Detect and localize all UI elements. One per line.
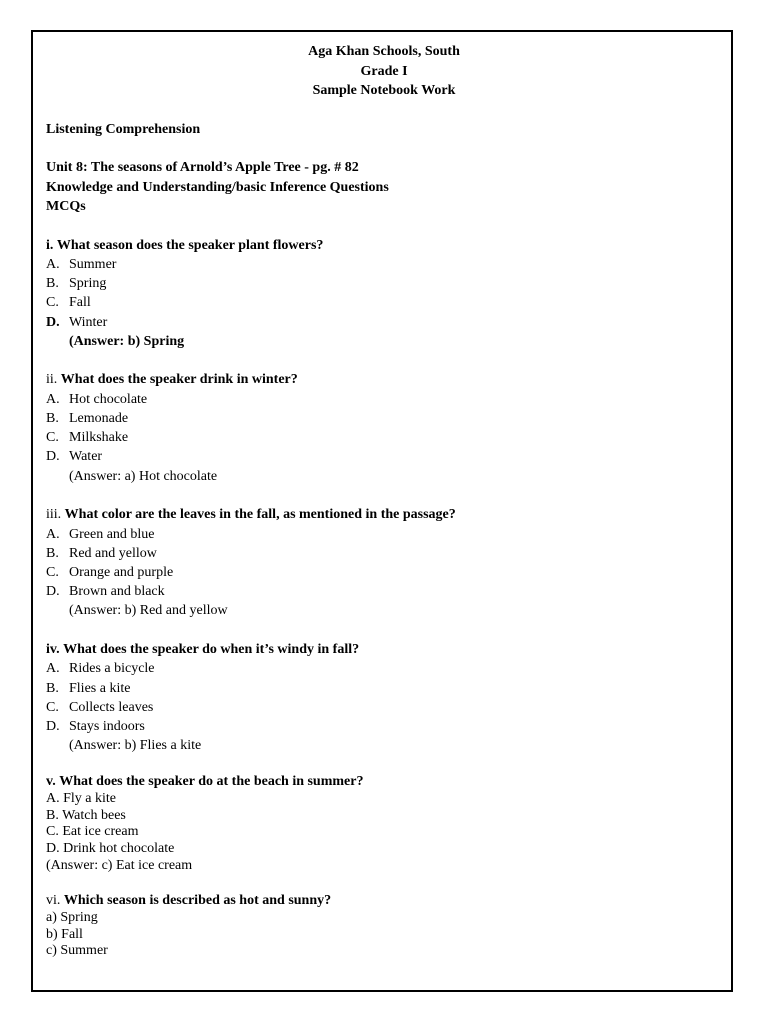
question-number: iv. bbox=[46, 641, 60, 657]
option: a) Spring bbox=[46, 909, 98, 925]
question-5 bbox=[46, 773, 726, 875]
question-prompt bbox=[46, 236, 726, 256]
option: A. Fly a kite bbox=[46, 790, 116, 806]
document-header bbox=[46, 42, 722, 101]
question-number: iii. bbox=[46, 507, 62, 523]
option bbox=[46, 525, 726, 544]
option-text: Collects leaves bbox=[69, 699, 154, 715]
option-text: Summer bbox=[69, 257, 117, 272]
document-body bbox=[46, 42, 726, 960]
option: b) Fall bbox=[46, 926, 83, 942]
question-1 bbox=[46, 236, 726, 352]
answer-key: (Answer: b) Red and yellow bbox=[69, 603, 228, 619]
option-letter: C. bbox=[46, 565, 59, 581]
answer-key: (Answer: c) Eat ice cream bbox=[46, 857, 193, 873]
option-letter: C. bbox=[46, 295, 59, 311]
question-4 bbox=[46, 640, 726, 756]
option-letter: A. bbox=[46, 257, 60, 272]
option-text: Rides a bicycle bbox=[69, 661, 155, 677]
option: B. Watch bees bbox=[46, 807, 126, 823]
option-letter: A. bbox=[46, 661, 60, 677]
unit-subtitle: Knowledge and Understanding/basic Inference Questions bbox=[46, 179, 389, 195]
option: D. Drink hot chocolate bbox=[46, 841, 175, 857]
question-prompt bbox=[46, 370, 726, 390]
question-number: i. bbox=[46, 237, 54, 253]
option bbox=[46, 274, 726, 293]
answer-key: (Answer: a) Hot chocolate bbox=[69, 468, 218, 484]
option bbox=[46, 582, 726, 601]
option-letter: A. bbox=[46, 391, 60, 407]
option bbox=[46, 698, 726, 717]
answer-key: (Answer: b) Spring bbox=[69, 333, 185, 349]
option bbox=[46, 428, 726, 447]
question-text: What season does the speaker plant flowers? bbox=[56, 237, 324, 253]
option-text: Orange and purple bbox=[69, 565, 174, 581]
option bbox=[46, 313, 726, 332]
option-letter: B. bbox=[46, 680, 59, 696]
unit-info bbox=[46, 158, 726, 217]
question-number: v. bbox=[46, 773, 56, 789]
question-prompt bbox=[46, 505, 726, 525]
option bbox=[46, 659, 726, 678]
question-text: What does the speaker do at the beach in summer? bbox=[59, 773, 364, 789]
answer-key: (Answer: b) Flies a kite bbox=[69, 738, 202, 754]
section-title: Listening Comprehension bbox=[46, 121, 201, 137]
option bbox=[46, 293, 726, 312]
grade-label: Grade I bbox=[360, 63, 408, 79]
option-letter: B. bbox=[46, 545, 59, 561]
option-letter: B. bbox=[46, 411, 59, 427]
option-letter: D. bbox=[46, 449, 60, 465]
question-text: What color are the leaves in the fall, as mentioned in the passage? bbox=[64, 507, 456, 523]
option-text: Milkshake bbox=[69, 430, 129, 446]
option: c) Summer bbox=[46, 943, 108, 959]
option-letter: D. bbox=[46, 584, 60, 600]
option-text: Winter bbox=[69, 314, 108, 330]
option-letter: B. bbox=[46, 276, 59, 292]
question-prompt bbox=[46, 640, 726, 660]
option-text: Spring bbox=[69, 276, 107, 292]
option-letter: C. bbox=[46, 699, 59, 715]
question-text: What does the speaker drink in winter? bbox=[60, 372, 298, 388]
question-prompt bbox=[46, 773, 726, 791]
question-number: ii. bbox=[46, 372, 58, 388]
option-text: Flies a kite bbox=[69, 680, 131, 696]
option-text: Brown and black bbox=[69, 584, 165, 600]
school-name: Aga Khan Schools, South bbox=[308, 44, 460, 59]
option bbox=[46, 544, 726, 563]
option-text: Lemonade bbox=[69, 411, 129, 427]
option-text: Water bbox=[69, 449, 103, 465]
option bbox=[46, 563, 726, 582]
question-type: MCQs bbox=[46, 199, 86, 214]
document-subtitle: Sample Notebook Work bbox=[312, 83, 456, 98]
question-prompt bbox=[46, 892, 726, 910]
question-text: What does the speaker do when it’s windy in fall? bbox=[63, 641, 360, 657]
option-letter: D. bbox=[46, 719, 60, 735]
option-text: Hot chocolate bbox=[69, 391, 148, 407]
unit-title: Unit 8: The seasons of Arnold’s Apple Tree - pg. # 82 bbox=[46, 160, 359, 175]
option-letter: A. bbox=[46, 526, 60, 542]
option-text: Fall bbox=[69, 295, 91, 311]
question-number: vi. bbox=[46, 892, 61, 908]
question-6 bbox=[46, 892, 726, 960]
option bbox=[46, 717, 726, 736]
option bbox=[46, 255, 726, 274]
option: C. Eat ice cream bbox=[46, 824, 139, 840]
option-text: Red and yellow bbox=[69, 545, 157, 561]
question-3 bbox=[46, 505, 726, 621]
question-2 bbox=[46, 370, 726, 486]
option bbox=[46, 679, 726, 698]
option-letter: C. bbox=[46, 430, 59, 446]
option bbox=[46, 390, 726, 409]
question-text: Which season is described as hot and sunny? bbox=[63, 892, 332, 908]
option bbox=[46, 409, 726, 428]
option-text: Green and blue bbox=[69, 526, 155, 542]
option-text: Stays indoors bbox=[69, 719, 145, 735]
option-letter: D. bbox=[46, 314, 60, 330]
option bbox=[46, 447, 726, 466]
